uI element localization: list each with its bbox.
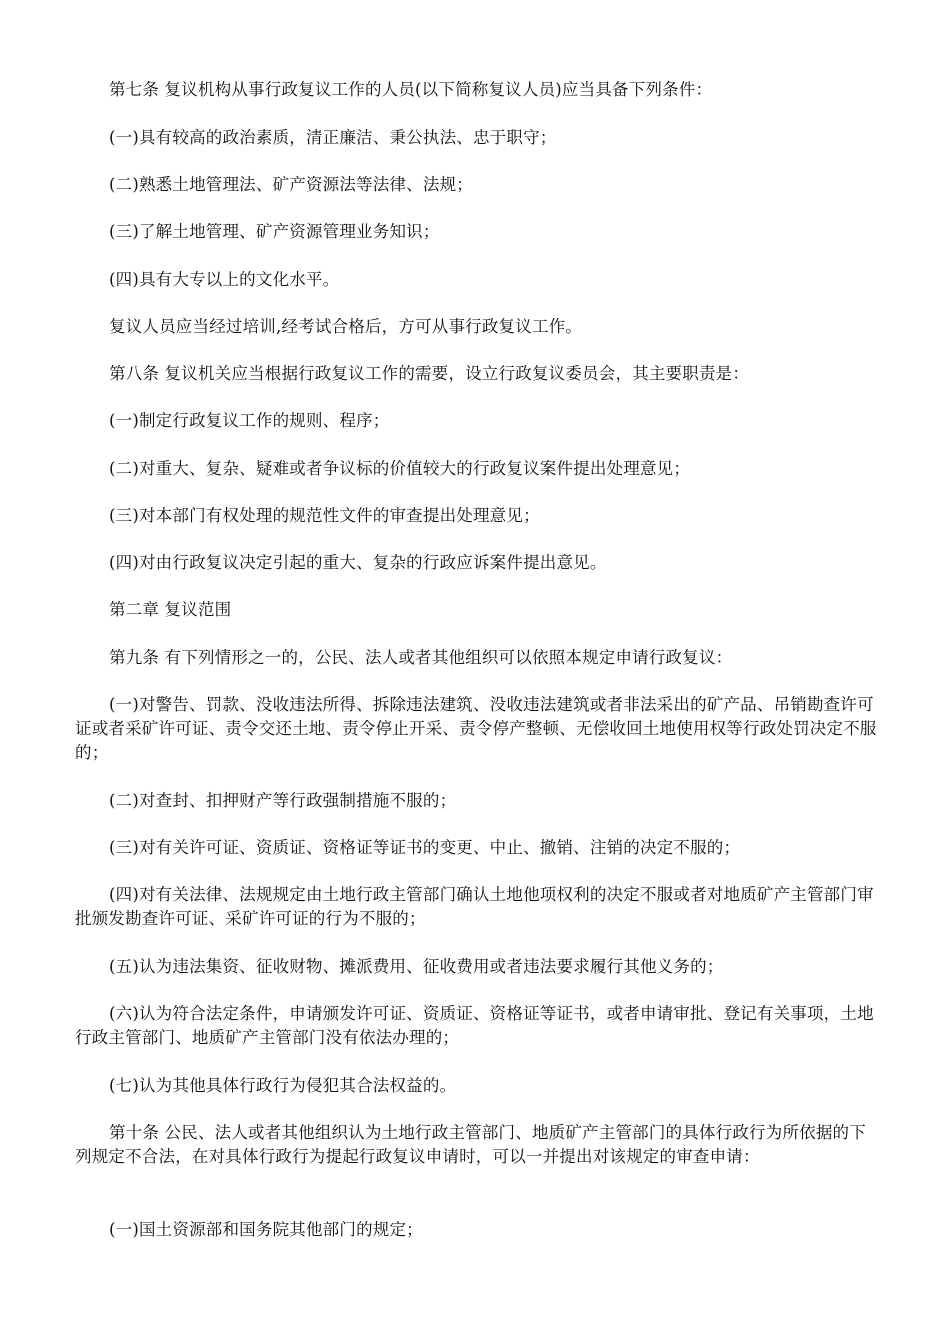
article-7-training-paragraph: 复议人员应当经过培训,经考试合格后，方可从事行政复议工作。 [109,317,583,336]
article-10-heading: 第十条 公民、法人或者其他组织认为土地行政主管部门、地质矿产主管部门的具体行政行为所依据的下列规定不合法，在对具体行政行为提起行政复议申请时，可以一并提出对该规定的审查申请： [75,1123,866,1166]
article-7-item-3: (三)了解土地管理、矿产资源管理业务知识； [109,222,440,241]
article-7-heading: 第七条 复议机构从事行政复议工作的人员(以下简称复议人员)应当具备下列条件： [109,80,713,99]
article-8-heading: 第八条 复议机关应当根据行政复议工作的需要，设立行政复议委员会，其主要职责是： [109,364,750,383]
article-8-item-4: (四)对由行政复议决定引起的重大、复杂的行政应诉案件提出意见。 [109,553,607,572]
article-9-item-1: (一)对警告、罚款、没收违法所得、拆除违法建筑、没收违法建筑或者非法采出的矿产品、吊销勘查许可证或者采矿许可证、责令交还土地、责令停止开采、责令停产整顿、无偿收回土地使用权等行政处罚决定不服的； [75,695,877,762]
article-8-item-2: (二)对重大、复杂、疑难或者争议标的价值较大的行政复议案件提出处理意见； [109,459,691,478]
chapter-2-heading: 第二章 复议范围 [109,600,232,619]
article-9-item-3: (三)对有关许可证、资质证、资格证等证书的变更、中止、撤销、注销的决定不服的； [109,838,741,857]
article-9-item-7: (七)认为其他具体行政行为侵犯其合法权益的。 [109,1076,457,1095]
article-9-heading: 第九条 有下列情形之一的，公民、法人或者其他组织可以依照本规定申请行政复议： [109,648,733,667]
article-7-item-4: (四)具有大专以上的文化水平。 [109,270,340,289]
article-9-item-5: (五)认为违法集资、征收财物、摊派费用、征收费用或者违法要求履行其他义务的； [109,957,724,976]
article-8-item-3: (三)对本部门有权处理的规范性文件的审查提出处理意见； [109,506,540,525]
article-10-item-1: (一)国土资源部和国务院其他部门的规定； [109,1220,423,1239]
article-7-item-2: (二)熟悉土地管理法、矿产资源法等法律、法规； [109,175,473,194]
article-9-item-4: (四)对有关法律、法规规定由土地行政主管部门确认土地他项权利的决定不服或者对地质矿产主管部门审批颁发勘查许可证、采矿许可证的行为不服的； [75,885,874,928]
article-8-item-1: (一)制定行政复议工作的规则、程序； [109,411,390,430]
article-7-item-1: (一)具有较高的政治素质，清正廉洁、秉公执法、忠于职守； [109,128,557,147]
article-9-item-6: (六)认为符合法定条件，申请颁发许可证、资质证、资格证等证书，或者申请审批、登记有关事项，土地行政主管部门、地质矿产主管部门没有依法办理的； [75,1004,874,1047]
article-9-item-2: (二)对查封、扣押财产等行政强制措施不服的； [109,791,457,810]
